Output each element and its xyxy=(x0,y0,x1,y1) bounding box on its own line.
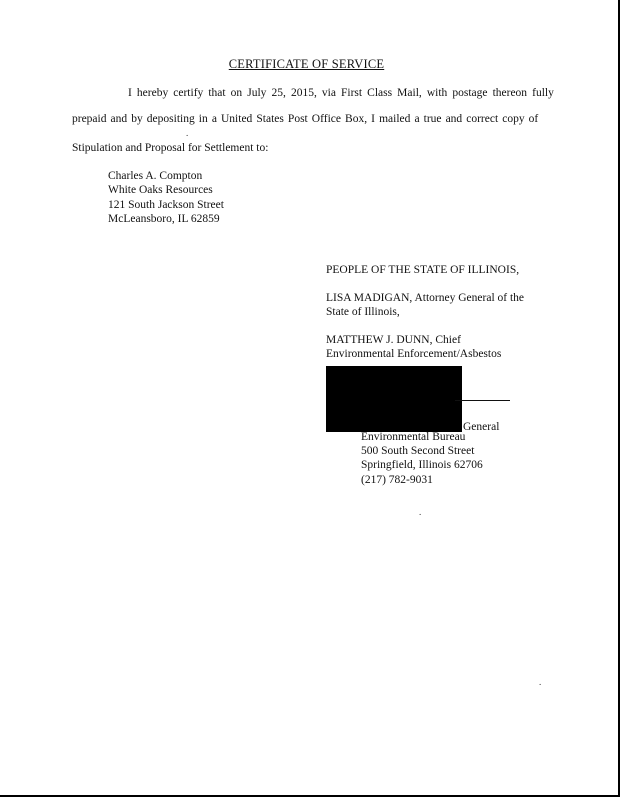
certificate-paragraph-line-3: Stipulation and Proposal for Settlement to: xyxy=(72,142,269,154)
recipient-street: 121 South Jackson Street xyxy=(108,198,224,211)
certificate-title: CERTIFICATE OF SERVICE xyxy=(228,57,385,71)
certificate-paragraph-line-2: prepaid and by depositing in a United States Post Office Box, I mailed a true and correct copy of xyxy=(72,113,539,125)
scan-speck: . xyxy=(186,128,189,138)
chief-block xyxy=(326,334,526,361)
bureau-address xyxy=(361,430,483,487)
signature-line xyxy=(455,400,510,401)
recipient-address xyxy=(108,169,224,226)
certificate-paragraph-line-1: I hereby certify that on July 25, 2015, via First Class Mail, with postage thereon fully xyxy=(128,87,554,99)
recipient-name: Charles A. Compton xyxy=(108,170,203,182)
bureau-city: Springfield, Illinois 62706 xyxy=(361,459,483,472)
party-name: PEOPLE OF THE STATE OF ILLINOIS, xyxy=(326,264,520,276)
bureau-name: Environmental Bureau xyxy=(361,431,466,443)
chief-name: MATTHEW J. DUNN, Chief xyxy=(326,334,461,346)
recipient-company: White Oaks Resources xyxy=(108,184,213,197)
attorney-general-line: LISA MADIGAN, Attorney General of the State of Illinois, xyxy=(326,292,525,318)
recipient-city: McLeansboro, IL 62859 xyxy=(108,212,220,225)
scan-speck: . xyxy=(539,677,542,687)
general-fragment: General xyxy=(463,421,500,433)
bureau-phone: (217) 782-9031 xyxy=(361,473,433,486)
redaction-box xyxy=(326,366,462,432)
scan-speck: . xyxy=(419,507,422,517)
bureau-street: 500 South Second Street xyxy=(361,445,475,458)
chief-division: Environmental Enforcement/Asbestos xyxy=(326,347,502,360)
